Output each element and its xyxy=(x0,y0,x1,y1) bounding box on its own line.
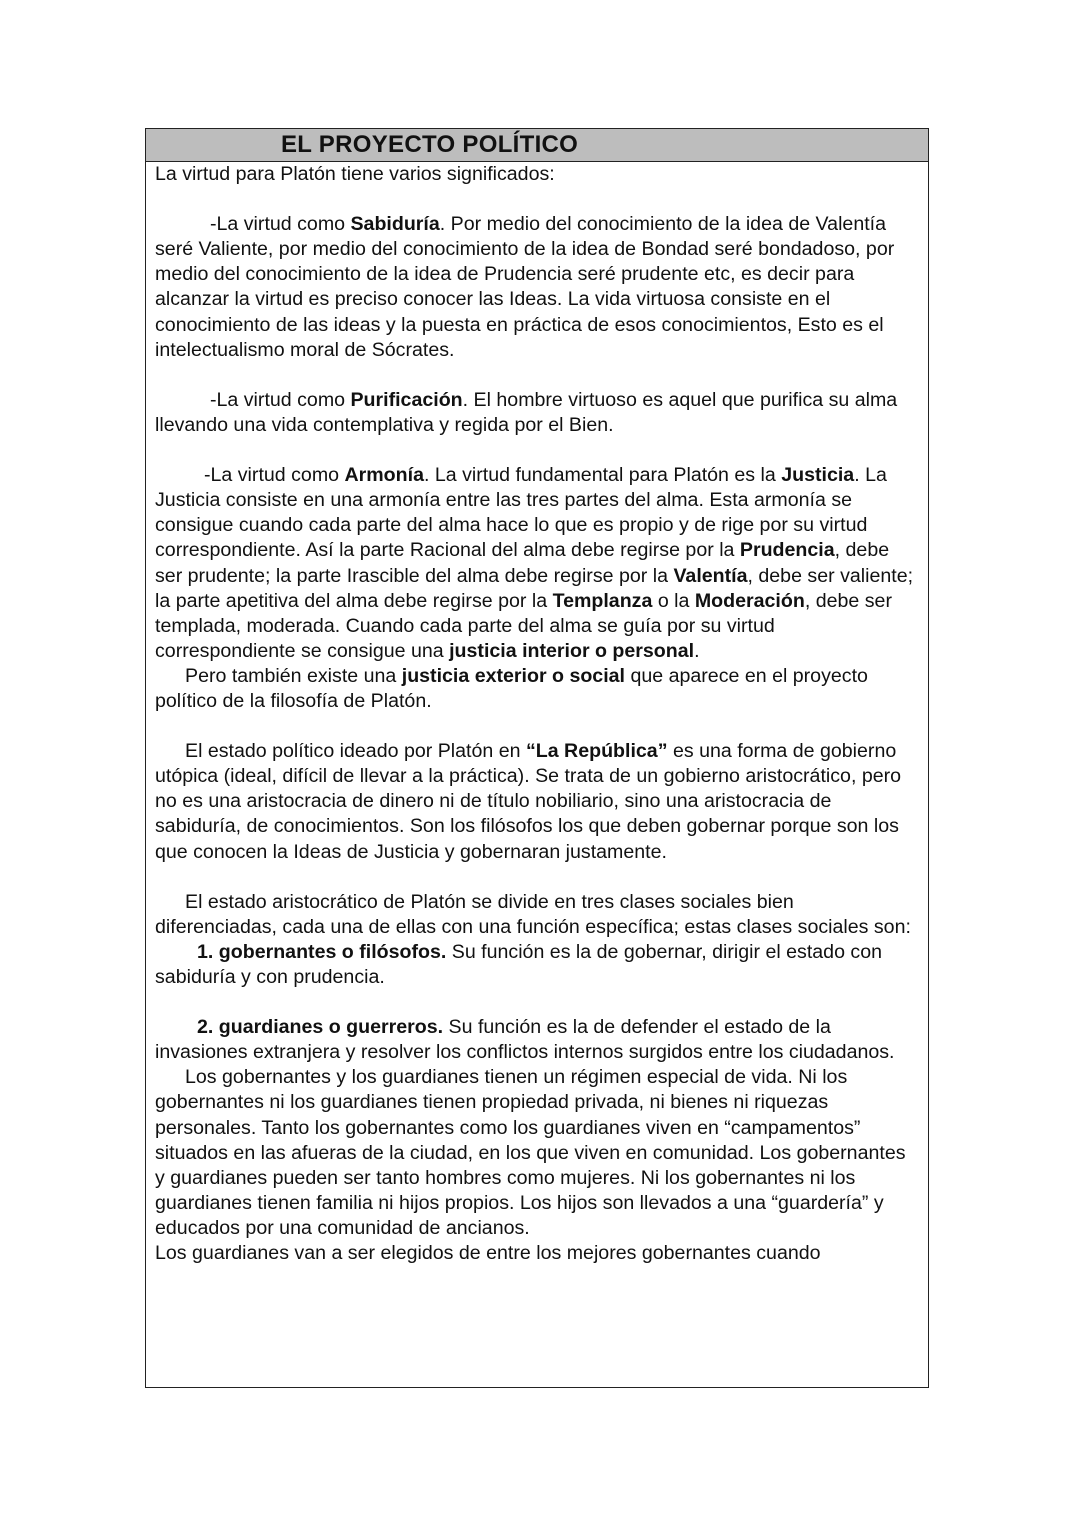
list-item-gobernantes: 1. gobernantes o filósofos. Su función es la de gobernar, dirigir el estado con sabiduría y con prudencia. xyxy=(155,940,883,988)
paragraph-regimen-especial: Los gobernantes y los guardianes tienen un régimen especial de vida. Ni los gobernantes ni los guardianes tienen propiedad privada, ni bienes ni riquezas personales. Tanto los gobernantes como los guardianes viven en “campamentos” situados en las afueras de la ciudad, en los que viven en comunidad. Los gobernantes y guardianes pueden ser tanto hombres como mujeres. Ni los gobernantes ni los guardianes tienen familia ni hijos propios. Los hijos son llevados a una “guardería” y educados por una comunidad de ancianos. xyxy=(155,1066,906,1239)
paragraph-sabiduria: -La virtud como Sabiduría. Por medio del conocimiento de la idea de Valentía seré Valiente, por medio del conocimiento de la idea de Bondad seré bondadoso, por medio del conocimiento de la idea de Prudencia seré prudente etc, es decir para alcanzar la virtud es preciso conocer las Ideas. La vida virtuosa consiste en el conocimiento de las ideas y la puesta en práctica de esos conocimientos, Esto es el intelectualismo moral de Sócrates. xyxy=(155,213,895,361)
paragraph-armonia: -La virtud como Armonía. La virtud fundamental para Platón es la Justicia. La Justicia consiste en una armonía entre las tres partes del alma. Esta armonía se consigue cuando cada parte del alma hace lo que es propio y de rige por su virtud correspondiente. Así la parte Racional del alma debe regirse por la Prudencia, debe ser prudente; la parte Irascible del alma debe regirse por la Valentía, debe ser valiente; la parte apetitiva del alma debe regirse por la Templanza o la Moderación, debe ser templada, moderada. Cuando cada parte del alma se guía por su virtud correspondiente se consigue una justicia interior o personal. xyxy=(155,464,914,662)
paragraph-clases-sociales: El estado aristocrático de Platón se divide en tres clases sociales bien diferenciadas, cada una de ellas con una función específica; estas clases sociales son: xyxy=(155,890,911,938)
list-item-guardianes: 2. guardianes o guerreros. Su función es la de defender el estado de la invasiones extranjera y resolver los conflictos internos surgidos entre los ciudadanos. xyxy=(155,1016,895,1064)
paragraph-justicia-exterior: Pero también existe una justicia exterior o social que aparece en el proyecto político de la filosofía de Platón. xyxy=(155,664,868,712)
document-body xyxy=(146,162,928,1266)
section-title: EL PROYECTO POLÍTICO xyxy=(146,129,928,162)
paragraph-estado-politico: El estado político ideado por Platón en “La República” es una forma de gobierno utópica (ideal, difícil de llevar a la práctica). Se trata de un gobierno aristocrático, pero no es una aristocracia de dinero ni de título nobiliario, sino una aristocracia de sabiduría, de conocimientos. Son los filósofos los que deben gobernar porque son los que conocen la Ideas de Justicia y gobernaran justamente. xyxy=(155,740,902,863)
paragraph-final: Los guardianes van a ser elegidos de entre los mejores gobernantes cuando xyxy=(155,1242,821,1265)
document-box xyxy=(145,128,929,1388)
paragraph-purificacion: -La virtud como Purificación. El hombre virtuoso es aquel que purifica su alma llevando una vida contemplativa y regida por el Bien. xyxy=(155,388,898,436)
intro-paragraph: La virtud para Platón tiene varios significados: xyxy=(155,163,555,185)
